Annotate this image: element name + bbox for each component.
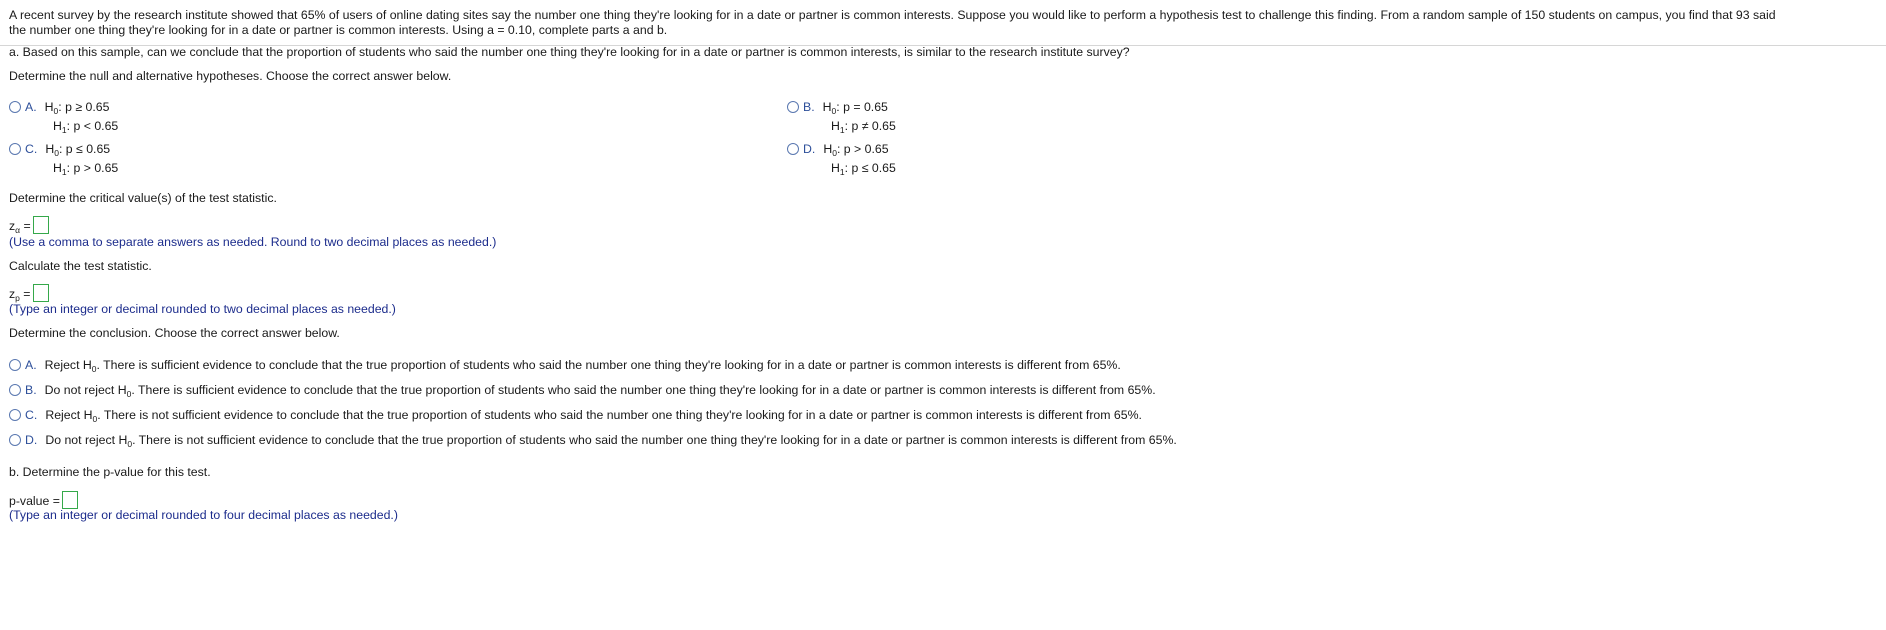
- conclusion-option-b[interactable]: B. Do not reject $H_0$. There is sufficient evidence to conclude that the true proportion of students who said the number one thing they're looking for in a date or partner is common interests is different from 65%.: [9, 383, 1156, 397]
- alternative-hypothesis: p ≤ 0.65: [851, 161, 896, 175]
- option-letter: A.: [25, 100, 37, 114]
- conclusion-option-c[interactable]: C. Reject $H_0$. There is not sufficient evidence to conclude that the true proportion of students who said the number one thing they're looking for in a date or partner is common interests is different from 65%.: [9, 408, 1142, 422]
- hypothesis-option-a[interactable]: A. $H_0$: p ≥ 0.65 $H_1$: p < 0.65: [9, 98, 118, 136]
- hypothesis-option-b[interactable]: B. $H_0$: p = 0.65 $H_1$: p ≠ 0.65: [787, 98, 896, 136]
- radio-button[interactable]: [787, 101, 799, 113]
- part-b-question: b. Determine the p-value for this test.: [9, 465, 211, 479]
- radio-button[interactable]: [787, 143, 799, 155]
- radio-button[interactable]: [9, 434, 21, 446]
- hypothesis-option-c[interactable]: C. $H_0$: p ≤ 0.65 $H_1$: p > 0.65: [9, 140, 118, 178]
- test-statistic-prompt: Calculate the test statistic.: [9, 259, 152, 273]
- radio-button[interactable]: [9, 409, 21, 421]
- test-statistic-hint: (Type an integer or decimal rounded to two decimal places as needed.): [9, 302, 396, 316]
- option-letter: C.: [25, 408, 38, 422]
- radio-button[interactable]: [9, 359, 21, 371]
- p-value-answer-box[interactable]: [62, 491, 78, 509]
- radio-button[interactable]: [9, 143, 21, 155]
- radio-button[interactable]: [9, 384, 21, 396]
- null-hypothesis: p ≥ 0.65: [65, 100, 110, 114]
- problem-statement: [9, 8, 1881, 38]
- alternative-hypothesis: p > 0.65: [73, 161, 119, 175]
- z-p-row: $z_p$ =: [9, 284, 49, 302]
- h-symbol: H: [44, 100, 54, 114]
- option-letter: C.: [25, 142, 38, 156]
- z-alpha-answer-box[interactable]: [33, 216, 49, 234]
- critical-value-prompt: Determine the critical value(s) of the test statistic.: [9, 191, 277, 205]
- option-letter: B.: [803, 100, 815, 114]
- alternative-hypothesis: p ≠ 0.65: [851, 119, 896, 133]
- option-letter: D.: [25, 433, 38, 447]
- null-hypothesis: p > 0.65: [843, 142, 889, 156]
- radio-button[interactable]: [9, 101, 21, 113]
- option-letter: B.: [25, 383, 37, 397]
- z-p-label: z: [9, 287, 16, 301]
- conclusion-option-a[interactable]: A. Reject $H_0$. There is sufficient evidence to conclude that the true proportion of students who said the number one thing they're looking for in a date or partner is common interests is different from 65%.: [9, 358, 1121, 372]
- part-a-question: a. Based on this sample, can we conclude that the proportion of students who said the number one thing they're looking for in a date or partner is common interests, is similar to the research institute survey?: [9, 45, 1130, 59]
- z-alpha-row: $z_\alpha$ =: [9, 216, 49, 234]
- p-value-row: [9, 491, 78, 509]
- p-value-hint: (Type an integer or decimal rounded to four decimal places as needed.): [9, 508, 398, 522]
- p-value-label: p-value =: [9, 494, 60, 508]
- null-hypothesis: p ≤ 0.65: [65, 142, 111, 156]
- option-letter: D.: [803, 142, 816, 156]
- z-p-answer-box[interactable]: [33, 284, 49, 302]
- conclusion-option-d[interactable]: D. Do not reject $H_0$. There is not sufficient evidence to conclude that the true proportion of students who said the number one thing they're looking for in a date or partner is common interests is different from 65%.: [9, 433, 1177, 447]
- critical-value-hint: (Use a comma to separate answers as needed. Round to two decimal places as needed.): [9, 235, 497, 249]
- problem-statement-line-2: the number one thing they're looking for in a date or partner is common interests. Using a = 0.10, complete parts a and b.: [9, 23, 668, 37]
- null-hypothesis: p = 0.65: [843, 100, 888, 114]
- hypothesis-option-d[interactable]: D. $H_0$: p > 0.65 $H_1$: p ≤ 0.65: [787, 140, 896, 178]
- hypotheses-prompt: Determine the null and alternative hypotheses. Choose the correct answer below.: [9, 69, 452, 83]
- problem-statement-line-1: A recent survey by the research institute showed that 65% of users of online dating sites say the number one thing they're looking for in a date or partner is common interests. Suppose you would like to perform a hypothesis test to challenge this finding. From a random sample of 150 students on campus, you find that 93 said: [9, 8, 1776, 22]
- z-alpha-label: z: [9, 219, 16, 233]
- conclusion-prompt: Determine the conclusion. Choose the correct answer below.: [9, 326, 340, 340]
- alternative-hypothesis: p < 0.65: [73, 119, 119, 133]
- option-letter: A.: [25, 358, 37, 372]
